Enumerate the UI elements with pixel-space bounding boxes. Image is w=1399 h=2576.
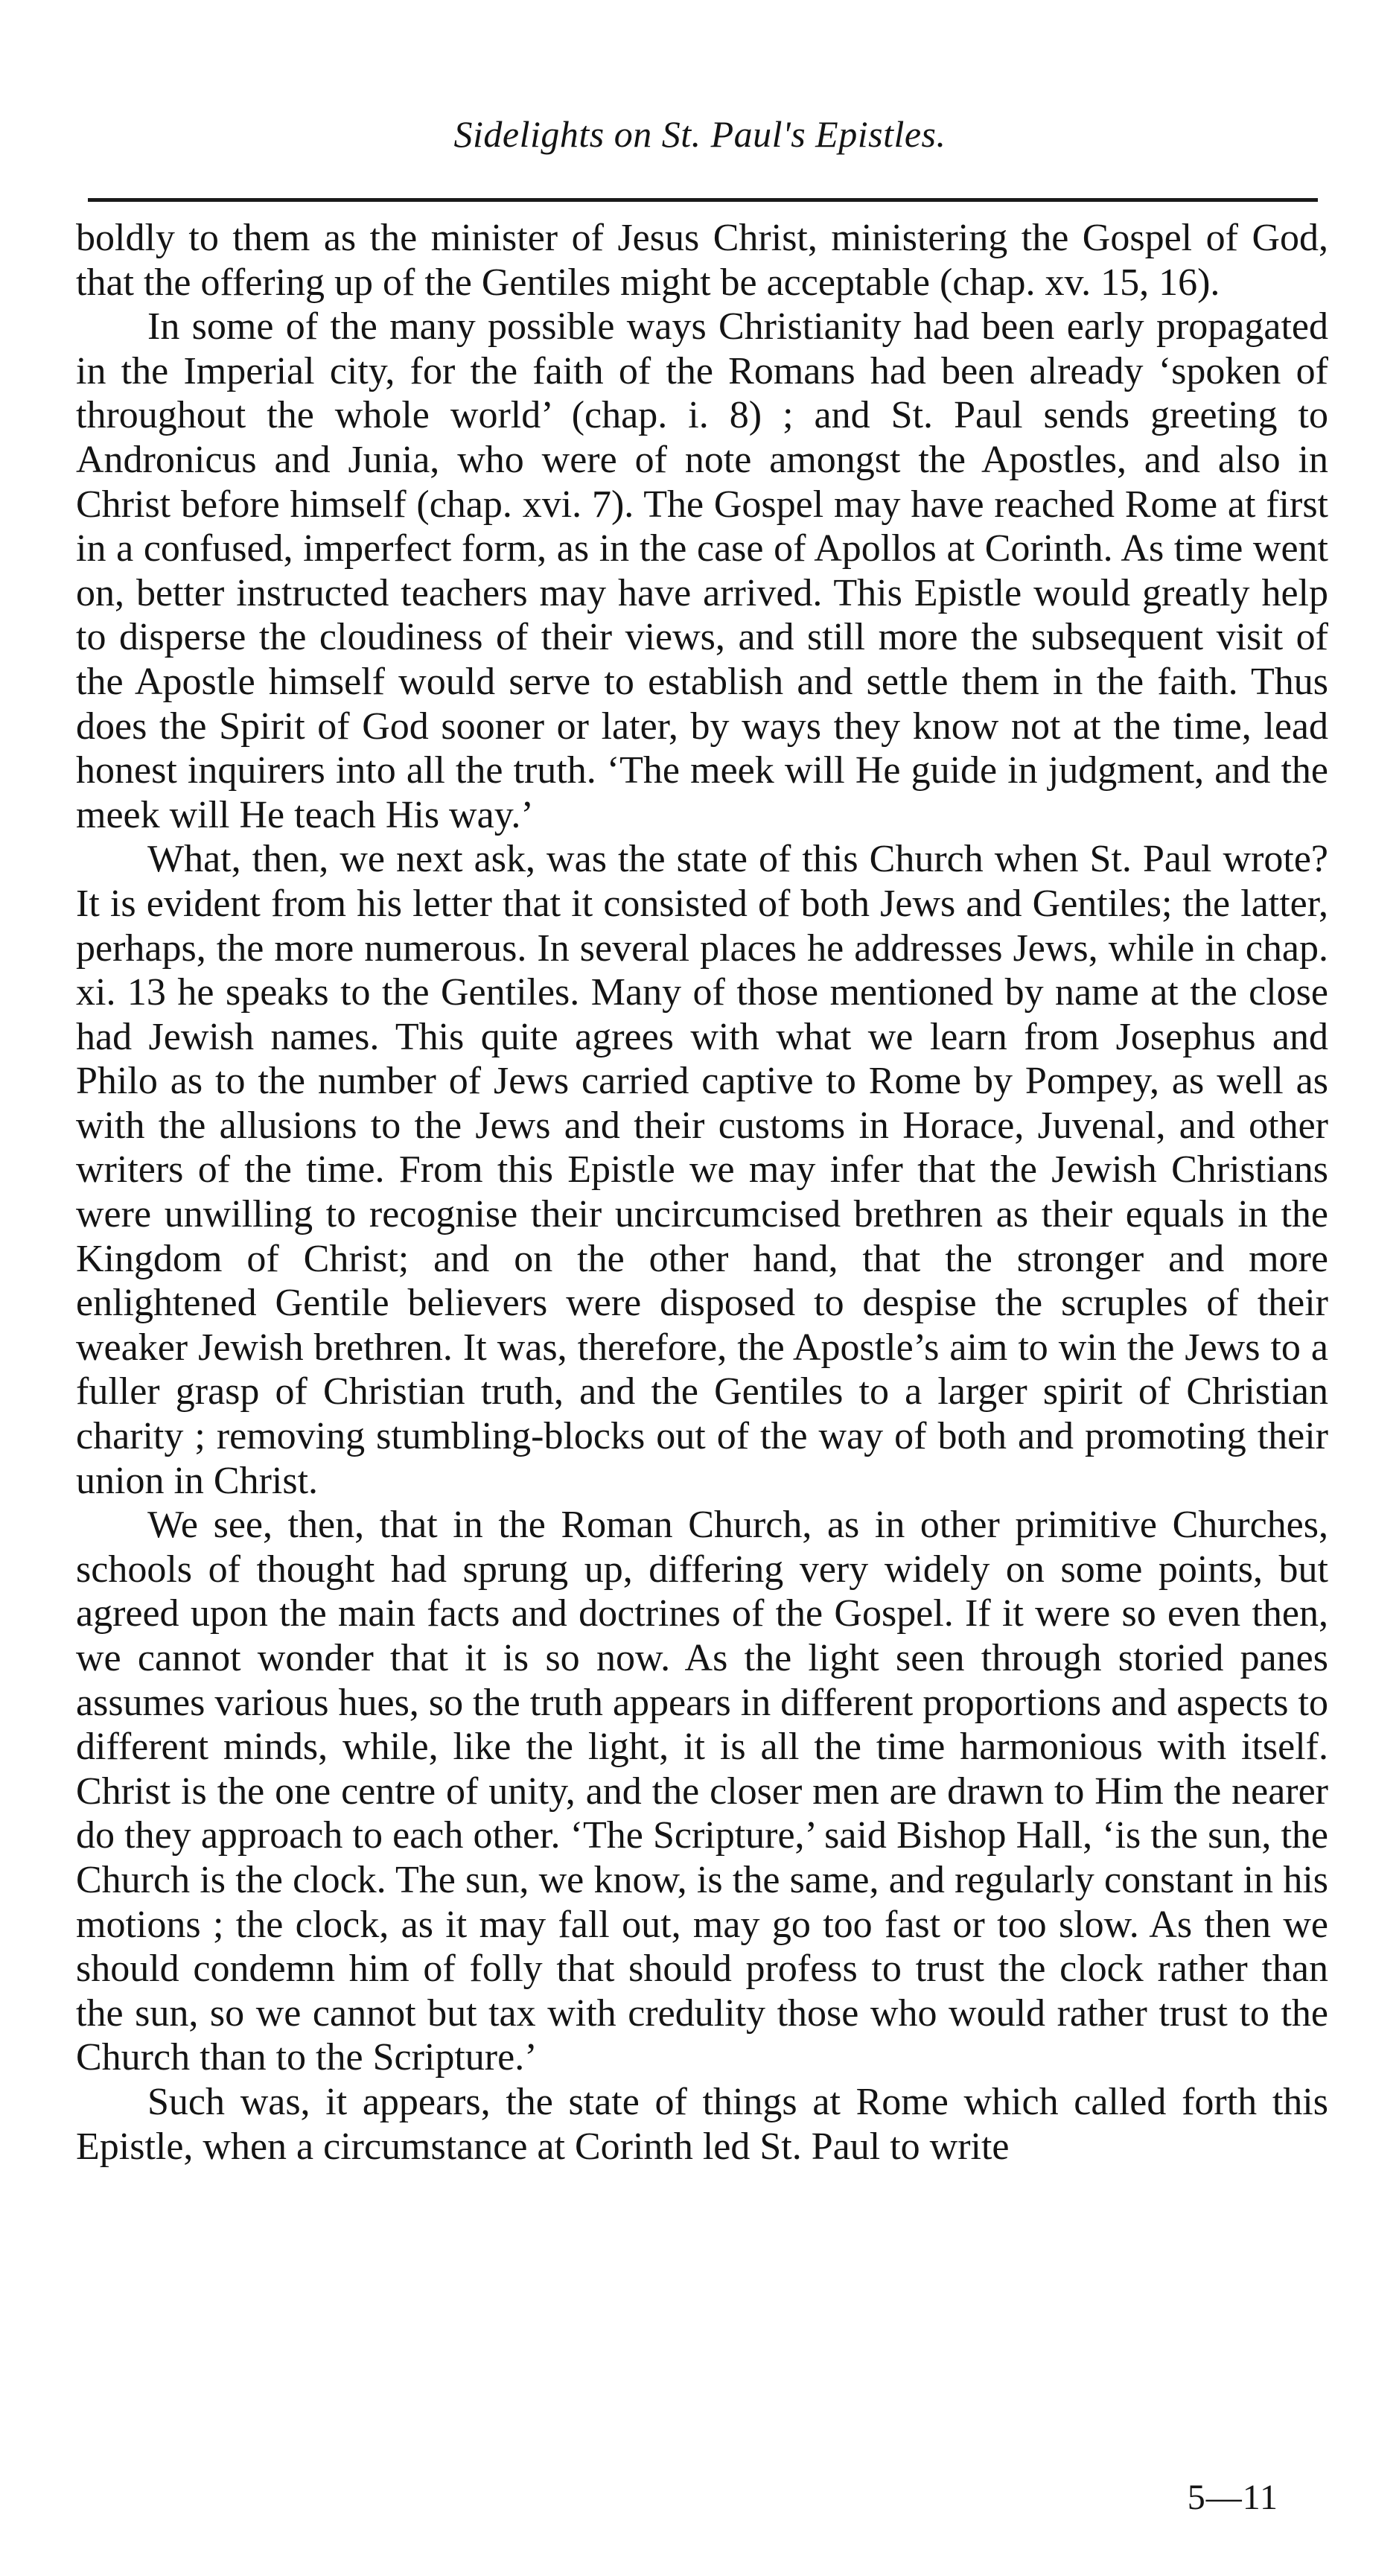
paragraph-christianity-in-rome: In some of the many possible ways Christianity had been early propagated in the Imperial city, for the faith of the Romans had been already ‘spoken of throughout the whole world’ (chap. i. 8) ; and St. Paul sends greeting to Andronicus and Junia, who were of note amongst the Apostles, and also in Christ before himself (chap. xvi. 7). The Gospel may have reached Rome at first in a confused, imperfect form, as in the case of Apollos at Corinth. As time went on, better instructed teachers may have arrived. This Epistle would greatly help to disperse the cloudiness of their views, and still more the subsequent visit of the Apostle himself would serve to establish and settle them in the faith. Thus does the Spirit of God sooner or later, by ways they know not at the time, lead honest inquirers into all the truth. ‘The meek will He guide in judgment, and the meek will He teach His way.’: [76, 305, 1328, 836]
paragraph-schools-of-thought: We see, then, that in the Roman Church, as in other primitive Churches, schools of thought had sprung up, differing very widely on some points, but agreed upon the main facts and doctrines of the Gospel. If it were so even then, we cannot wonder that it is so now. As the light seen through storied panes assumes various hues, so the truth appears in different proportions and aspects to different minds, while, like the light, it is all the time harmonious with itself. Christ is the one centre of unity, and the closer men are drawn to Him the nearer do they approach to each other. ‘The Scripture,’ said Bishop Hall, ‘is the sun, the Church is the clock. The sun, we know, is the same, and regularly constant in his motions ; the clock, as it may fall out, may go too fast or too slow. As then we should condemn him of folly that should profess to trust the clock rather than the sun, so we cannot but tax with credulity those who would rather trust to the Church than to the Scripture.’: [76, 1504, 1328, 2079]
header-rule: [88, 198, 1318, 202]
paragraph-continuation: boldly to them as the minister of Jesus Christ, ministering the Gospel of God, that the offering up of the Gentiles might be acceptable (chap. xv. 15, 16).: [76, 217, 1328, 304]
paragraph-occasion-of-epistle: Such was, it appears, the state of things at Rome which called forth this Epistle, when a circumstance at Corinth led St. Paul to write: [76, 2080, 1328, 2168]
signature-mark: 5—11: [1187, 2478, 1278, 2517]
running-head-title: Sidelights on St. Paul's Epistles.: [453, 113, 946, 155]
paragraph-state-of-church: What, then, we next ask, was the state of this Church when St. Paul wrote? It is evident from his letter that it consisted of both Jews and Gentiles; the latter, perhaps, the more numerous. In several places he addresses Jews, while in chap. xi. 13 he speaks to the Gentiles. Many of those mentioned by name at the close had Jewish names. This quite agrees with what we learn from Josephus and Philo as to the number of Jews carried captive to Rome by Pompey, as well as with the allusions to the Jews and their customs in Horace, Juvenal, and other writers of the time. From this Epistle we may infer that the Jewish Christians were unwilling to recognise their uncircumcised brethren as their equals in the Kingdom of Christ; and on the other hand, that the stronger and more enlightened Gentile believers were disposed to despise the scruples of their weaker Jewish brethren. It was, therefore, the Apostle’s aim to win the Jews to a fuller grasp of Christian truth, and the Gentiles to a larger spirit of Christian charity ; removing stumbling-blocks out of the way of both and promoting their union in Christ.: [76, 838, 1328, 1502]
body-text: [76, 216, 1328, 2169]
